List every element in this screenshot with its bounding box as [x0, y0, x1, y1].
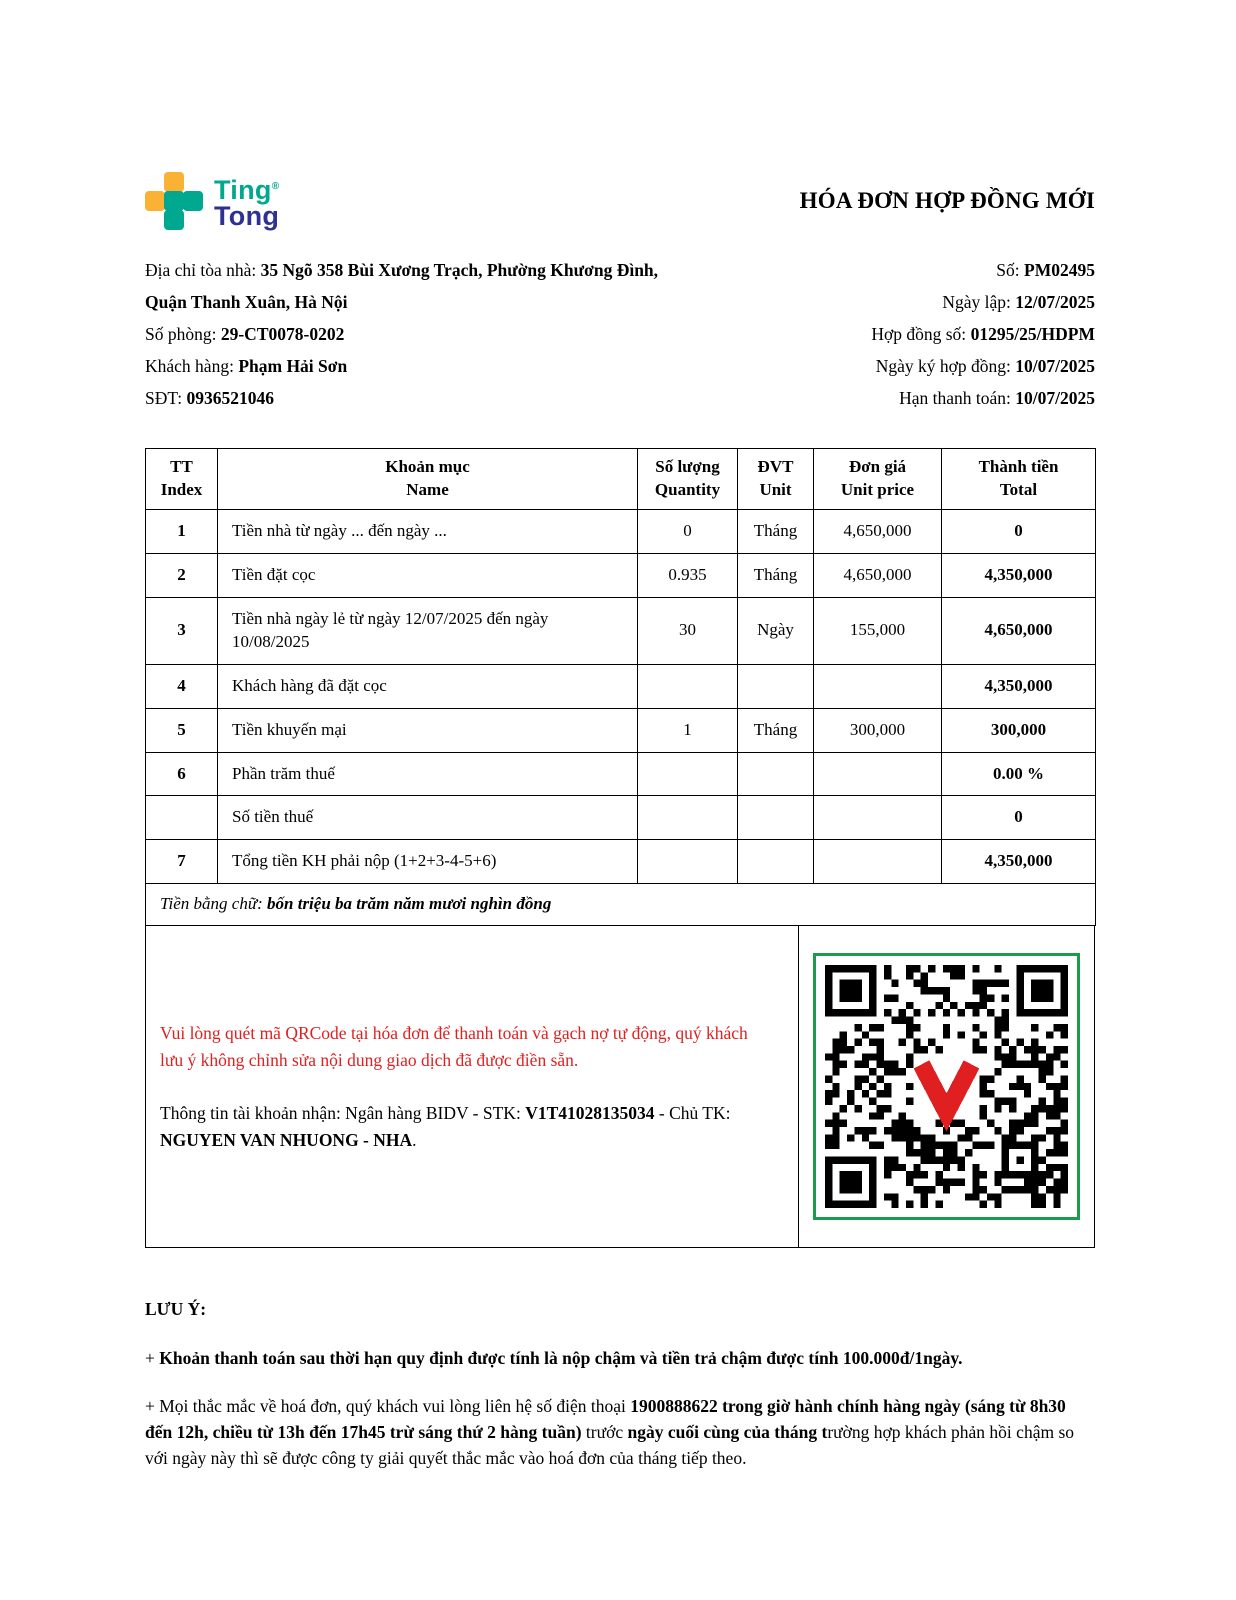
table-row — [146, 840, 1096, 884]
cell-index: 1 — [146, 509, 218, 553]
cell-unit-price — [814, 796, 942, 840]
account-info-suffix: . — [412, 1129, 417, 1150]
contract-sign-date-label: Ngày ký hợp đồng: — [875, 356, 1016, 376]
table-row — [146, 796, 1096, 840]
cell-name: Khách hàng đã đặt cọc — [218, 664, 638, 708]
account-info-prefix: Thông tin tài khoản nhận: Ngân hàng BIDV - STK: — [160, 1102, 526, 1123]
cell-index: 6 — [146, 752, 218, 796]
col-header-quantity: Số lượng Quantity — [638, 449, 738, 510]
cell-total: 4,650,000 — [942, 597, 1096, 664]
cell-quantity — [638, 796, 738, 840]
qr-cell — [798, 926, 1094, 1247]
cell-total: 0 — [942, 509, 1096, 553]
logo-word-tong: Tong — [214, 200, 280, 231]
cell-total: 0 — [942, 796, 1096, 840]
info-left-column — [145, 254, 693, 414]
customer-value: Phạm Hải Sơn — [238, 356, 348, 376]
invoice-number-line — [871, 254, 1095, 286]
cell-name: Tiền nhà từ ngày ... đến ngày ... — [218, 509, 638, 553]
amount-in-words-row — [146, 884, 1096, 926]
cell-quantity — [638, 664, 738, 708]
cell-unit: Tháng — [738, 509, 814, 553]
invoice-info — [145, 254, 1095, 414]
tingtong-plus-icon — [145, 172, 203, 230]
note2-pre: + Mọi thắc mắc về hoá đơn, quý khách vui lòng liên hệ số điện thoại — [145, 1395, 631, 1416]
cell-unit-price: 4,650,000 — [814, 553, 942, 597]
invoice-items-table — [145, 448, 1096, 926]
qr-code — [813, 953, 1080, 1220]
cell-unit — [738, 796, 814, 840]
room-number-value: 29-CT0078-0202 — [220, 324, 345, 344]
note2-post: rường hợp khách phản hồi chậm so với ngày này thì sẽ được công ty giải quyết thắc mắc vào hoá đơn của tháng tiếp theo. — [145, 1422, 1075, 1469]
contract-number-label: Hợp đồng số: — [871, 324, 971, 344]
phone-label: SĐT: — [145, 388, 187, 408]
building-address-label: Địa chỉ tòa nhà: — [145, 260, 261, 280]
hotline-note — [145, 1393, 1095, 1472]
cell-total: 4,350,000 — [942, 664, 1096, 708]
contract-number-line — [871, 318, 1095, 350]
col-header-index: TT Index — [146, 449, 218, 510]
bank-account-info — [160, 1100, 764, 1154]
col-header-name: Khoản mục Name — [218, 449, 638, 510]
cell-index: 3 — [146, 597, 218, 664]
cell-unit — [738, 664, 814, 708]
cell-name: Phần trăm thuế — [218, 752, 638, 796]
footer-notes — [145, 1296, 1095, 1471]
table-row — [146, 708, 1096, 752]
info-right-column — [871, 254, 1095, 414]
note2-mid: trước — [581, 1422, 628, 1442]
table-row — [146, 752, 1096, 796]
invoice-number-value: PM02495 — [1024, 260, 1095, 280]
col-header-total: Thành tiền Total — [942, 449, 1096, 510]
cell-unit: Ngày — [738, 597, 814, 664]
account-number: V1T41028135034 — [525, 1102, 655, 1123]
note1-prefix: + — [145, 1347, 160, 1368]
building-address-line — [145, 254, 693, 318]
payment-due-line — [871, 382, 1095, 414]
cell-index: 5 — [146, 708, 218, 752]
payment-due-value: 10/07/2025 — [1015, 388, 1095, 408]
cell-unit — [738, 840, 814, 884]
tingtong-logo-text — [214, 174, 279, 229]
issue-date-label: Ngày lập: — [942, 292, 1016, 312]
hotline-number-and-hours: 1900888622 trong giờ hành chính hàng ngày (sáng từ 8h30 đến 12h, chiều từ 13h đến 17h45 trừ sáng thứ 2 hàng tuần) — [145, 1395, 1066, 1442]
qr-code-image — [825, 965, 1068, 1208]
cell-unit-price: 155,000 — [814, 597, 942, 664]
contract-sign-date-value: 10/07/2025 — [1015, 356, 1095, 376]
late-payment-note — [145, 1345, 1095, 1371]
tingtong-logo — [145, 172, 279, 230]
qr-payment-warning: Vui lòng quét mã QRCode tại hóa đơn để thanh toán và gạch nợ tự động, quý khách lưu ý không chỉnh sửa nội dung giao dịch đã được điền sẵn. — [160, 1022, 748, 1070]
contract-number-value: 01295/25/HDPM — [970, 324, 1095, 344]
cell-total: 0.00 % — [942, 752, 1096, 796]
customer-line — [145, 350, 693, 382]
cell-unit-price — [814, 752, 942, 796]
table-row — [146, 509, 1096, 553]
cell-unit-price: 300,000 — [814, 708, 942, 752]
note1-text: Khoản thanh toán sau thời hạn quy định được tính là nộp chậm và tiền trả chậm được tính 100.000đ/1ngày. — [159, 1347, 963, 1368]
table-header — [146, 449, 1096, 510]
contract-sign-date-line — [871, 350, 1095, 382]
payment-due-label: Hạn thanh toán: — [899, 388, 1016, 408]
cell-name: Tổng tiền KH phải nộp (1+2+3-4-5+6) — [218, 840, 638, 884]
cell-index: 2 — [146, 553, 218, 597]
table-row — [146, 597, 1096, 664]
phone-line — [145, 382, 693, 414]
notes-heading: LƯU Ý: — [145, 1299, 207, 1320]
cell-quantity: 0.935 — [638, 553, 738, 597]
deadline-phrase: ngày cuối cùng của tháng t — [627, 1422, 828, 1442]
cell-name: Tiền đặt cọc — [218, 553, 638, 597]
issue-date-line — [871, 286, 1095, 318]
amount-in-words-cell — [146, 884, 1096, 926]
customer-label: Khách hàng: — [145, 356, 239, 376]
cell-quantity: 1 — [638, 708, 738, 752]
cell-total: 4,350,000 — [942, 840, 1096, 884]
cell-quantity: 0 — [638, 509, 738, 553]
cell-unit-price: 4,650,000 — [814, 509, 942, 553]
logo-word-ting: Ting® — [214, 174, 280, 205]
cell-unit: Tháng — [738, 708, 814, 752]
building-address-value: 35 Ngõ 358 Bùi Xương Trạch, Phường Khương Đình, Quận Thanh Xuân, Hà Nội — [145, 260, 659, 312]
cell-index: 4 — [146, 664, 218, 708]
cell-name: Tiền khuyến mại — [218, 708, 638, 752]
table-row — [146, 664, 1096, 708]
issue-date-value: 12/07/2025 — [1015, 292, 1095, 312]
cell-name: Tiền nhà ngày lẻ từ ngày 12/07/2025 đến ngày 10/08/2025 — [218, 597, 638, 664]
cell-unit-price — [814, 664, 942, 708]
cell-unit-price — [814, 840, 942, 884]
payment-instructions — [146, 926, 798, 1247]
table-row — [146, 553, 1096, 597]
account-holder: NGUYEN VAN NHUONG - NHA — [160, 1129, 413, 1150]
col-header-unit-price: Đơn giá Unit price — [814, 449, 942, 510]
cell-name: Số tiền thuế — [218, 796, 638, 840]
cell-quantity: 30 — [638, 597, 738, 664]
room-number-label: Số phòng: — [145, 324, 221, 344]
cell-total: 300,000 — [942, 708, 1096, 752]
col-header-unit: ĐVT Unit — [738, 449, 814, 510]
room-number-line — [145, 318, 693, 350]
cell-index — [146, 796, 218, 840]
account-info-mid: - Chủ TK: — [654, 1102, 731, 1123]
page-title: HÓA ĐƠN HỢP ĐỒNG MỚI — [799, 188, 1095, 213]
amount-in-words-value: bốn triệu ba trăm năm mươi nghìn đồng — [267, 894, 552, 914]
cell-quantity — [638, 840, 738, 884]
cell-quantity — [638, 752, 738, 796]
registered-mark: ® — [271, 180, 280, 192]
payment-section — [145, 926, 1095, 1248]
cell-total: 4,350,000 — [942, 553, 1096, 597]
amount-in-words-label: Tiền bằng chữ: — [160, 894, 268, 914]
cell-unit — [738, 752, 814, 796]
phone-value: 0936521046 — [186, 388, 274, 408]
header — [145, 172, 1095, 230]
cell-unit: Tháng — [738, 553, 814, 597]
cell-index: 7 — [146, 840, 218, 884]
invoice-number-label: Số: — [996, 260, 1025, 280]
